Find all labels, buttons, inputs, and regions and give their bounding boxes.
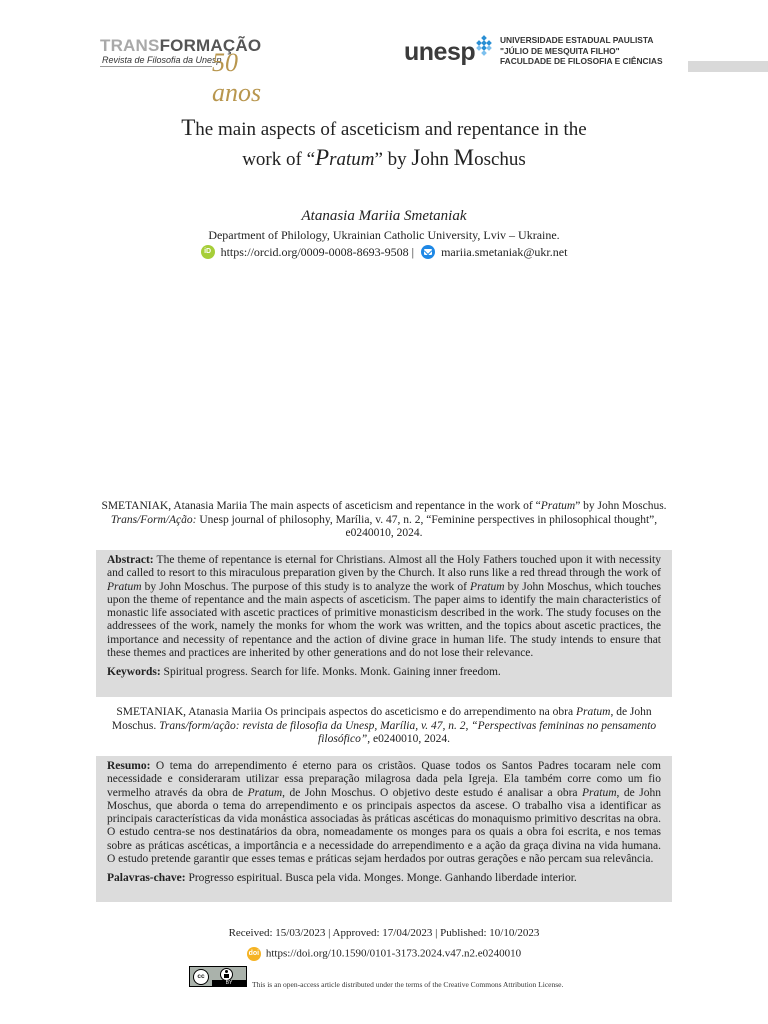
by-label: BY [212,980,246,986]
unesp-logo-icon [473,35,495,57]
journal-logo-rule [100,66,212,67]
doi-line [80,947,688,961]
journal-subtitle: Revista de Filosofia da Unesp [102,55,222,65]
author-name: Atanasia Mariia Smetaniak [301,208,467,224]
doi-link[interactable]: https://doi.org/10.1590/0101-3173.2024.v47.n2.e0240010 [265,947,522,960]
orcid-link[interactable]: https://orcid.org/0009-0008-8693-9508 [220,244,409,259]
orcid-icon: iD [201,245,215,259]
anniversary-mark: 50 anos [212,48,262,107]
license-note: This is an open-access article distributed under the terms of the Creative Commons Attribution License. [252,980,564,989]
abstract-portuguese-box [96,756,672,902]
email-icon [421,245,435,259]
citation-portuguese: SMETANIAK, Atanasia Mariia Os principais aspectos do asceticismo e do arrependimento na obra Pratum, de John Moschus. Trans/form/ação: revista de filosofia da Unesp, Marília, v. 47, n. 2, “Perspectivas femininas no pensamento filosófico”, e0240010, 2024. [111,706,657,745]
abstract-english-box [96,550,672,697]
keywords-english: Keywords: Spiritual progress. Search for life. Monks. Monk. Gaining inner freedom. [107,666,501,679]
article-title: The main aspects of asceticism and repentance in the work of “Pratum” by John Moschus [181,115,587,170]
cc-icon: cc [193,969,209,985]
cc-by-badge[interactable] [189,966,247,987]
author-affiliation: Department of Philology, Ukrainian Catholic University, Lviv – Ukraine. [208,228,560,242]
citation-english: SMETANIAK, Atanasia Mariia The main aspects of asceticism and repentance in the work of “Pratum” by John Moschus. Trans/Form/Ação: Unesp journal of philosophy, Marília, v. 47, n. 2, “Feminine perspectives in philosophical thought”, e0240010, 2024. [101,500,667,539]
page-edge-tab [688,61,768,72]
email-link[interactable]: mariia.smetaniak@ukr.net [441,244,568,259]
abstract-portuguese: Resumo: O tema do arrependimento é eterno para os cristãos. Quase todos os Santos Padres tocaram nele com necessidade e consideraram utilizar essa preparação milagrosa dada pela Igreja. Ela também corre como um fio vermelho através da obra de Pratum, de John Moschus. O objetivo deste estudo é analisar a obra Pratum, de John Moschus, que aborda o tema do arrependimento e os principais aspectos da ascese. O trabalho visa a identificar as principais características da vida monástica associadas às práticas ascéticas do monaquismo primitivo descritas na obra. O estudo centra-se nos destinatários da obra, nomeadamente os monges para os quais a obra foi escrita, e nos temas sobre as práticas ascéticas, a importância e a necessidade do arrependimento e a ação da graça divina na vida humana. O estudo pretende garantir que esses temas e práticas sejam herdados por outras gerações e não percam sua relevância. [107,760,661,866]
abstract-english: Abstract: The theme of repentance is eternal for Christians. Almost all the Holy Fathers touched upon it with necessity and called to resort to this miraculous preparation given by the Church. It also runs like a red thread through the work of Pratum by John Moschus. The purpose of this study is to analyze the work of Pratum by John Moschus, which touches upon the theme of repentance and the main aspects of asceticism. The paper aims to identify the main characteristics of monastic life associated with ascetic practices of primitive monasticism described in the work. The study focuses on the addressees of the work, namely the monks for whom the work was written, and the topics about ascetic practices, the importance and necessity of repentance and the action of divine grace in human life. The study intends to ensure that these themes and practices are inherited by other generations and do not lose their relevance. [107,554,661,660]
unesp-logo-word: unesp [404,38,476,66]
doi-icon: doi [247,947,261,961]
publication-dates: Received: 15/03/2023 | Approved: 17/04/2023 | Published: 10/10/2023 [228,927,540,939]
university-name: UNIVERSIDADE ESTADUAL PAULISTA "JÚLIO DE MESQUITA FILHO" FACULDADE DE FILOSOFIA E CIÊNCIAS [500,35,663,66]
journal-logo [100,36,290,107]
author-contacts [80,244,688,260]
contact-separator: | [411,244,415,259]
journal-title: TRANSFORMAÇÃO [100,36,262,55]
keywords-portuguese: Palavras-chave: Progresso espiritual. Busca pela vida. Monges. Monge. Ganhando liberdade interior. [107,872,577,885]
